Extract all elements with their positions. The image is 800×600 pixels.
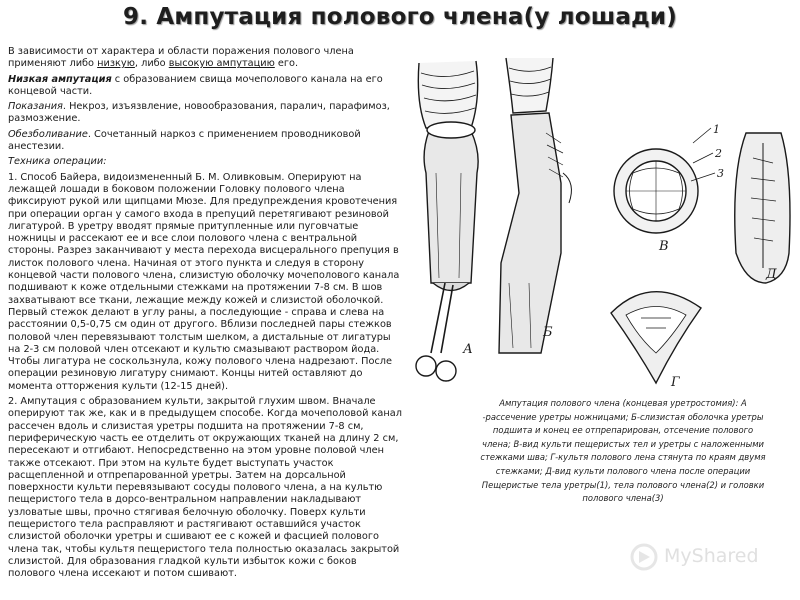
method-2-paragraph: 2. Ампутация с образованием культи, закрытой глухим швом. Вначале оперируют так же, как и в предыдущем способе. Когда мочеполовой канал рассечен вдоль и слизистая уретры подшита на протяжении 7-8 см, периферическую часть ее отделить от окружающих тканей на длину 2 см, пересекают и отгибают. Непосредственно на этом уровне половой член также отсекают. При этом на культе будет выступать участок расщепленной и отпрепарованной уретры. Затем на дорсальной поверхности культи перевязывают сосуды полового члена, а на культю пещеристого тела в дорсо-вентральном направлении накладывают узловатые швы, прочно стягивая белочную оболочку. Поверх культи пещеристого тела расправляют и растягивают оставшийся участок слизистой оболочки уретры и сшивают ее с кожей и фасцией полового члена так, чтобы культя пещеристого тела полностью оказалась закрытой слизистой. Для образования гладкой культи избыток кожи с боков полового члена иссекают и потом сшивают. [8, 396, 402, 580]
label-3: 3 [717, 167, 724, 180]
figure-d [735, 133, 790, 283]
low-amputation-paragraph [8, 74, 403, 99]
technique-heading: Техника операции: [8, 156, 107, 168]
label-g: Г [671, 375, 680, 390]
intro-text: его. [274, 58, 299, 70]
link-low-amputation[interactable]: низкую [97, 58, 135, 70]
figure-b [499, 58, 571, 353]
surgical-illustration [401, 53, 795, 395]
intro-text: В зависимости от характера и области поражения полового члена применяют либо [8, 46, 354, 70]
text-column [8, 46, 403, 583]
figure-a [416, 61, 478, 381]
low-amputation-text: с образованием свища мочеполового канала на его концевой части. [8, 73, 383, 97]
slide-title: 9. Ампутация полового члена(у лошади) [123, 4, 677, 30]
illustration-svg [401, 53, 795, 395]
low-amputation-term: Низкая ампутация [8, 73, 112, 85]
method-1-paragraph: 1. Способ Байера, видоизмененный Б. М. Оливковым. Оперируют на лежащей лошади в боковом положении Головку полового члена фиксируют рукой или щипцами Мюзе. Для предупреждения кровотечения при операции орган у самого входа в препуций перетягивают резиновой лигатурой. В уретру вводят прямые притупленные или пуговчатые ножницы и рассекают ее и все слои полового члена с вентральной стороны. Разрез заканчивают у места перехода висцерального препуция в листок полового члена. Начиная от этого пункта и следуя в сторону концевой части полового члена, слизистую оболочку мочеполового канала подшивают к коже отдельными стежками на протяжении 7-8 см. В шов захватывают все ткани, лежащие между кожей и слизистой оболочкой. Первый стежок делают в углу раны, а последующие - справа и слева на расстоянии 0,5-0,75 см один от другого. Вблизи последней пары стежков половой член перевязывают толстым шелком, а дистальные от лигатуры на 2-3 см половой член отсекают и культю смазывают раствором йода. Чтобы лигатура не соскользнула, кожу полового члена надрезают. После операции резиновую лигатуру снимают. Концы нитей оставляют до момента отторжения культи (12-15 дней). [8, 171, 400, 392]
indications-term: Показания [8, 101, 63, 113]
anesthesia-text: . Сочетанный наркоз с применением проводниковой анестезии. [8, 128, 361, 153]
watermark [630, 541, 765, 573]
link-high-amputation[interactable]: высокую ампутацию [168, 58, 275, 70]
label-2: 2 [715, 147, 722, 160]
label-1: 1 [713, 123, 720, 136]
figure-v [614, 128, 715, 233]
anesthesia-term: Обезболивание [8, 128, 88, 140]
figure-g [611, 292, 701, 383]
label-b: Б [543, 325, 553, 340]
figure-caption: Ампутация полового члена (концевая уретростомия): А -рассечение уретры ножницами; Б-слизистая оболочка уретры подшита и конец ее отпрепарирован, отсечение полового члена; В-вид культи пещеристых тел и уретры с наложенными стежками шва; Г-культя полового лена стянута по краям двумя стежками; Д-вид культи полового члена после операции Пещеристые тела уретры(1), тела полового члена(2) и головки полового члена(3) [480, 398, 766, 504]
intro-paragraph [8, 46, 403, 71]
label-a: А [463, 342, 473, 357]
watermark-text: MyShared [664, 545, 759, 567]
indications-paragraph [8, 101, 403, 126]
label-v: В [659, 239, 669, 254]
label-d: Д [766, 267, 777, 282]
indications-text: . Некроз, изъязвление, новообразования, паралич, парафимоз, размозжение. [8, 101, 390, 125]
intro-text: , либо [134, 58, 169, 70]
myshared-logo-icon [630, 543, 658, 571]
anesthesia-paragraph [8, 129, 403, 154]
